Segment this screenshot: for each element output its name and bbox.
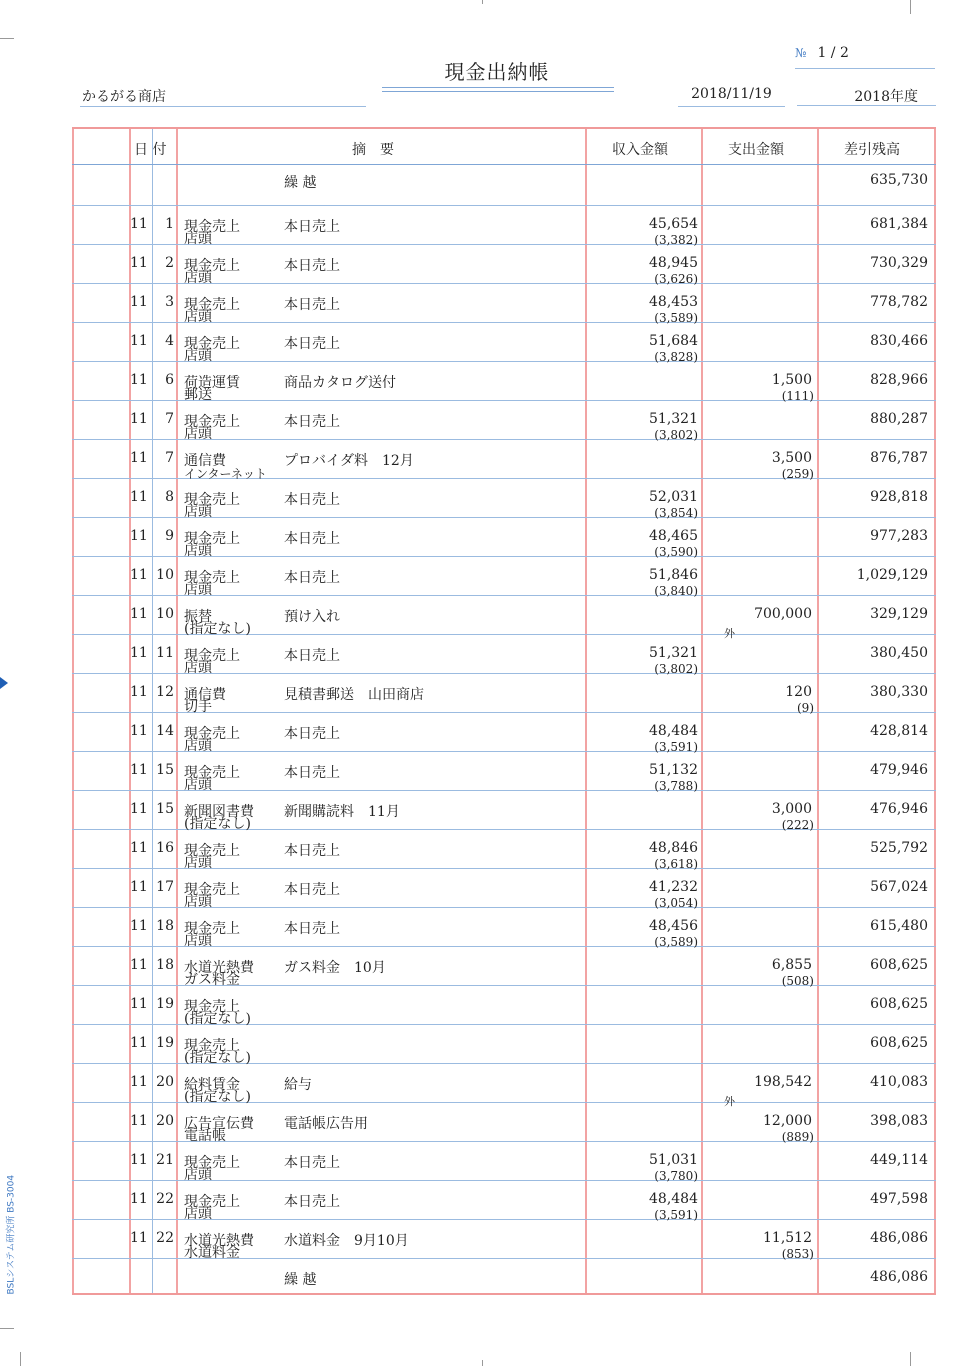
- entry-account: 広告宣伝費: [184, 1116, 254, 1132]
- document-title: 現金出納帳: [444, 60, 550, 84]
- header-expense: 支出金額: [728, 142, 784, 158]
- entry-sub-account: 店頭: [184, 777, 212, 793]
- entry-income-tax: (3,591): [654, 740, 698, 754]
- entry-balance: 615,480: [870, 918, 928, 934]
- entry-month: 11: [130, 684, 148, 700]
- entry-description: 本日売上: [284, 1155, 340, 1171]
- entry-month: 11: [130, 216, 148, 232]
- entry-month: 11: [130, 606, 148, 622]
- entry-expense-tax: (853): [781, 1247, 814, 1261]
- entry-income-tax: (3,802): [654, 662, 698, 676]
- entry-account: 振替: [184, 609, 212, 625]
- table-row: [72, 557, 936, 596]
- entry-month: 11: [130, 489, 148, 505]
- entry-day: 10: [156, 567, 174, 583]
- entry-day: 18: [156, 918, 174, 934]
- entry-description: 商品カタログ送付: [284, 375, 396, 391]
- entry-description: 新聞購読料 11月: [284, 804, 400, 820]
- page-number-value: 1 / 2: [817, 45, 849, 61]
- entry-sub-account: 店頭: [184, 933, 212, 949]
- page-number: [795, 42, 935, 69]
- entry-sub-account: 店頭: [184, 231, 212, 247]
- entry-income: 48,846: [649, 840, 698, 856]
- entry-income: 52,031: [649, 489, 698, 505]
- entry-month: 11: [130, 450, 148, 466]
- entry-account: 給料賃金: [184, 1077, 240, 1093]
- table-row: [72, 1103, 936, 1142]
- entry-month: 11: [130, 255, 148, 271]
- entry-balance: 608,625: [870, 1035, 928, 1051]
- entry-expense: 11,512: [763, 1230, 812, 1246]
- entry-day: 19: [156, 1035, 174, 1051]
- entry-sub-account: 店頭: [184, 660, 212, 676]
- entry-description: 本日売上: [284, 219, 340, 235]
- entry-day: 19: [156, 996, 174, 1012]
- entry-day: 8: [165, 489, 174, 505]
- entry-expense-tax: (259): [781, 467, 814, 481]
- entry-sub-account: 店頭: [184, 582, 212, 598]
- entry-account: 現金売上: [184, 297, 240, 313]
- header-summary: 摘 要: [352, 142, 394, 158]
- entry-income: 48,945: [649, 255, 698, 271]
- entry-day: 7: [165, 411, 174, 427]
- table-row: [72, 791, 936, 830]
- entry-description: 本日売上: [284, 570, 340, 586]
- entry-description: 本日売上: [284, 258, 340, 274]
- entry-sub-account: 店頭: [184, 270, 212, 286]
- entry-description: 本日売上: [284, 648, 340, 664]
- entry-income: 51,031: [649, 1152, 698, 1168]
- closing-balance: 486,086: [870, 1269, 928, 1285]
- crop-mark-bottom: [482, 1360, 483, 1366]
- publisher-label: BSLシステム研究所 BS-3004: [6, 1174, 17, 1295]
- entry-balance: 608,625: [870, 996, 928, 1012]
- entry-account: 現金売上: [184, 1038, 240, 1054]
- entry-description: 本日売上: [284, 843, 340, 859]
- entry-balance: 830,466: [870, 333, 928, 349]
- entry-income: 51,321: [649, 645, 698, 661]
- entry-balance: 828,966: [870, 372, 928, 388]
- entry-expense: 1,500: [771, 372, 812, 388]
- entry-balance: 567,024: [870, 879, 928, 895]
- entry-balance: 329,129: [870, 606, 928, 622]
- entry-month: 11: [130, 528, 148, 544]
- entry-sub-account: 店頭: [184, 543, 212, 559]
- table-row: [72, 518, 936, 557]
- table-row: [72, 245, 936, 284]
- entry-income-tax: (3,589): [654, 311, 698, 325]
- entry-day: 4: [165, 333, 174, 349]
- entry-month: 11: [130, 1113, 148, 1129]
- entry-description: 本日売上: [284, 336, 340, 352]
- entry-account: 現金売上: [184, 219, 240, 235]
- crop-mark-bottom-right: [910, 1352, 911, 1366]
- entry-balance: 380,330: [870, 684, 928, 700]
- entry-day: 1: [165, 216, 174, 232]
- entry-month: 11: [130, 645, 148, 661]
- entry-month: 11: [130, 333, 148, 349]
- entry-sub-account: ガス料金: [184, 972, 240, 988]
- entry-day: 15: [156, 762, 174, 778]
- entry-account: 現金売上: [184, 414, 240, 430]
- crop-mark-top: [482, 0, 483, 4]
- entry-account: 通信費: [184, 687, 226, 703]
- entry-income-tax: (3,840): [654, 584, 698, 598]
- table-row: [72, 206, 936, 245]
- entry-account: 現金売上: [184, 258, 240, 274]
- entry-income-tax: (3,382): [654, 233, 698, 247]
- entry-income: 51,684: [649, 333, 698, 349]
- entry-sub-account: インターネット: [184, 467, 267, 481]
- table-row: [72, 1181, 936, 1220]
- cash-ledger-table: [72, 127, 936, 1295]
- table-row: [72, 1142, 936, 1181]
- table-row: [72, 362, 936, 401]
- entry-description: 本日売上: [284, 492, 340, 508]
- entry-expense: 3,500: [771, 450, 812, 466]
- entry-account: 現金売上: [184, 492, 240, 508]
- entry-sub-account: 店頭: [184, 426, 212, 442]
- entry-expense: 6,855: [771, 957, 812, 973]
- entry-description: 預け入れ: [284, 609, 340, 625]
- entry-account: 現金売上: [184, 882, 240, 898]
- table-row: [72, 752, 936, 791]
- entry-balance: 525,792: [870, 840, 928, 856]
- entry-income: 48,484: [649, 1191, 698, 1207]
- entry-balance: 608,625: [870, 957, 928, 973]
- entry-sub-account: 電話帳: [184, 1128, 226, 1144]
- entry-expense-tax: (889): [781, 1130, 814, 1144]
- table-row: [72, 713, 936, 752]
- entry-account: 現金売上: [184, 1194, 240, 1210]
- entry-balance: 449,114: [870, 1152, 928, 1168]
- entry-description: 電話帳広告用: [284, 1116, 368, 1132]
- entry-month: 11: [130, 840, 148, 856]
- entry-account: 現金売上: [184, 570, 240, 586]
- entry-balance: 876,787: [870, 450, 928, 466]
- entry-balance: 977,283: [870, 528, 928, 544]
- entry-day: 2: [165, 255, 174, 271]
- entry-day: 12: [156, 684, 174, 700]
- entry-description: プロバイダ料 12月: [284, 453, 414, 469]
- table-row: [72, 323, 936, 362]
- table-header-row: [72, 129, 936, 165]
- entry-day: 16: [156, 840, 174, 856]
- entry-month: 11: [130, 879, 148, 895]
- outside-mark: 外: [724, 627, 735, 640]
- entry-balance: 380,450: [870, 645, 928, 661]
- entry-balance: 428,814: [870, 723, 928, 739]
- entry-balance: 476,946: [870, 801, 928, 817]
- fiscal-year: 2018年度: [797, 86, 936, 106]
- entry-expense: 198,542: [754, 1074, 812, 1090]
- entry-description: 水道料金 9月10月: [284, 1233, 409, 1249]
- entry-income: 48,453: [649, 294, 698, 310]
- crop-mark-left-top: [0, 38, 14, 39]
- entry-income-tax: (3,802): [654, 428, 698, 442]
- entry-income-tax: (3,589): [654, 935, 698, 949]
- entry-income-tax: (3,626): [654, 272, 698, 286]
- table-row: [72, 908, 936, 947]
- entry-day: 10: [156, 606, 174, 622]
- entry-day: 20: [156, 1113, 174, 1129]
- entry-description: 本日売上: [284, 297, 340, 313]
- entry-day: 22: [156, 1191, 174, 1207]
- entry-description: 本日売上: [284, 1194, 340, 1210]
- entry-account: 現金売上: [184, 726, 240, 742]
- table-row: [72, 986, 936, 1025]
- entry-month: 11: [130, 1152, 148, 1168]
- entry-expense-tax: (508): [781, 974, 814, 988]
- entry-expense-tax: (222): [781, 818, 814, 832]
- entry-income: 45,654: [649, 216, 698, 232]
- entry-sub-account: (指定なし): [184, 1011, 251, 1027]
- entry-month: 11: [130, 1074, 148, 1090]
- carry-forward-label: 繰 越: [284, 175, 317, 191]
- entry-balance: 410,083: [870, 1074, 928, 1090]
- entry-description: 本日売上: [284, 882, 340, 898]
- table-row: [72, 635, 936, 674]
- entry-income: 48,456: [649, 918, 698, 934]
- entry-day: 7: [165, 450, 174, 466]
- header-balance: 差引残高: [844, 142, 900, 158]
- entry-account: 現金売上: [184, 648, 240, 664]
- outside-mark: 外: [724, 1095, 735, 1108]
- page-number-label: №: [795, 46, 807, 60]
- entry-day: 21: [156, 1152, 174, 1168]
- entry-balance: 479,946: [870, 762, 928, 778]
- entry-month: 11: [130, 411, 148, 427]
- entry-account: 現金売上: [184, 531, 240, 547]
- entry-day: 3: [165, 294, 174, 310]
- entry-month: 11: [130, 957, 148, 973]
- table-row: [72, 674, 936, 713]
- title-underline: [382, 87, 614, 92]
- entry-income-tax: (3,780): [654, 1169, 698, 1183]
- entry-month: 11: [130, 1230, 148, 1246]
- entry-income: 41,232: [649, 879, 698, 895]
- entry-description: 本日売上: [284, 921, 340, 937]
- entry-account: 現金売上: [184, 765, 240, 781]
- entry-account: 現金売上: [184, 336, 240, 352]
- entry-month: 11: [130, 762, 148, 778]
- entry-sub-account: (指定なし): [184, 816, 251, 832]
- table-row: [72, 947, 936, 986]
- entry-income-tax: (3,788): [654, 779, 698, 793]
- entry-month: 11: [130, 723, 148, 739]
- entry-expense: 3,000: [771, 801, 812, 817]
- print-date: 2018/11/19: [678, 86, 785, 107]
- entry-balance: 486,086: [870, 1230, 928, 1246]
- entry-month: 11: [130, 1191, 148, 1207]
- entry-month: 11: [130, 1035, 148, 1051]
- entry-account: 現金売上: [184, 999, 240, 1015]
- entry-day: 22: [156, 1230, 174, 1246]
- carry-forward-row: [72, 165, 936, 206]
- entry-income-tax: (3,054): [654, 896, 698, 910]
- entry-balance: 497,598: [870, 1191, 928, 1207]
- entry-sub-account: 店頭: [184, 1167, 212, 1183]
- entry-month: 11: [130, 801, 148, 817]
- table-row: [72, 596, 936, 640]
- entry-day: 18: [156, 957, 174, 973]
- entry-account: 新聞図書費: [184, 804, 254, 820]
- entry-income: 51,132: [649, 762, 698, 778]
- entry-sub-account: 切手: [184, 699, 212, 715]
- entry-description: 見積書郵送 山田商店: [284, 687, 424, 703]
- entry-sub-account: (指定なし): [184, 1089, 251, 1105]
- entry-day: 20: [156, 1074, 174, 1090]
- table-row: [72, 830, 936, 869]
- table-row: [72, 401, 936, 440]
- entry-day: 17: [156, 879, 174, 895]
- entry-description: 本日売上: [284, 414, 340, 430]
- shop-name: かるがる商店: [80, 86, 366, 107]
- entry-description: 給与: [284, 1077, 312, 1093]
- carry-over-label: 繰 越: [284, 1272, 317, 1288]
- entry-sub-account: 店頭: [184, 855, 212, 871]
- entry-account: 現金売上: [184, 921, 240, 937]
- entry-sub-account: 店頭: [184, 738, 212, 754]
- crop-mark-left-bottom: [0, 1328, 14, 1329]
- entry-expense: 120: [785, 684, 812, 700]
- entry-day: 6: [165, 372, 174, 388]
- table-row: [72, 1220, 936, 1259]
- entry-balance: 730,329: [870, 255, 928, 271]
- entry-income: 48,484: [649, 723, 698, 739]
- entry-sub-account: 店頭: [184, 309, 212, 325]
- entry-sub-account: 店頭: [184, 894, 212, 910]
- entry-balance: 398,083: [870, 1113, 928, 1129]
- entry-month: 11: [130, 372, 148, 388]
- entry-month: 11: [130, 567, 148, 583]
- entry-expense: 12,000: [763, 1113, 812, 1129]
- entry-expense-tax: (111): [781, 389, 814, 403]
- entry-balance: 928,818: [870, 489, 928, 505]
- entry-sub-account: (指定なし): [184, 621, 251, 637]
- entry-sub-account: (指定なし): [184, 1050, 251, 1066]
- entry-expense-tax: (9): [797, 701, 814, 715]
- table-row: [72, 479, 936, 518]
- carry-over-row: [72, 1259, 936, 1298]
- entry-account: 現金売上: [184, 1155, 240, 1171]
- table-row: [72, 440, 936, 479]
- entry-day: 15: [156, 801, 174, 817]
- entry-balance: 1,029,129: [856, 567, 928, 583]
- entry-income: 51,321: [649, 411, 698, 427]
- entry-sub-account: 店頭: [184, 504, 212, 520]
- entry-day: 9: [165, 528, 174, 544]
- entry-description: 本日売上: [284, 531, 340, 547]
- entry-balance: 880,287: [870, 411, 928, 427]
- entry-month: 11: [130, 294, 148, 310]
- entry-account: 水道光熱費: [184, 960, 254, 976]
- entry-balance: 778,782: [870, 294, 928, 310]
- entry-income-tax: (3,828): [654, 350, 698, 364]
- entry-description: 本日売上: [284, 765, 340, 781]
- entry-account: 水道光熱費: [184, 1233, 254, 1249]
- table-row: [72, 869, 936, 908]
- entry-account: 荷造運賃: [184, 375, 240, 391]
- entry-description: 本日売上: [284, 726, 340, 742]
- entry-account: 通信費: [184, 453, 226, 469]
- entry-day: 11: [156, 645, 174, 661]
- entry-income-tax: (3,618): [654, 857, 698, 871]
- entry-sub-account: 店頭: [184, 1206, 212, 1222]
- entry-balance: 681,384: [870, 216, 928, 232]
- table-row: [72, 284, 936, 323]
- entry-sub-account: 郵送: [184, 387, 212, 403]
- entry-sub-account: 店頭: [184, 348, 212, 364]
- opening-balance: 635,730: [870, 172, 928, 188]
- entry-day: 14: [156, 723, 174, 739]
- entry-sub-account: 水道料金: [184, 1245, 240, 1261]
- crop-mark-bottom-left: [20, 1352, 21, 1366]
- entry-month: 11: [130, 996, 148, 1012]
- entry-expense: 700,000: [754, 606, 812, 622]
- entry-income: 51,846: [649, 567, 698, 583]
- header-date: 日 付: [134, 142, 167, 158]
- table-row: [72, 1025, 936, 1064]
- entry-income-tax: (3,591): [654, 1208, 698, 1222]
- entry-month: 11: [130, 918, 148, 934]
- entry-income-tax: (3,590): [654, 545, 698, 559]
- entry-description: ガス料金 10月: [284, 960, 386, 976]
- page-center-arrow-icon: [0, 677, 8, 689]
- entry-income-tax: (3,854): [654, 506, 698, 520]
- crop-mark-top-right: [910, 0, 911, 14]
- entry-account: 現金売上: [184, 843, 240, 859]
- table-row: [72, 1064, 936, 1108]
- entry-income: 48,465: [649, 528, 698, 544]
- header-income: 収入金額: [612, 142, 668, 158]
